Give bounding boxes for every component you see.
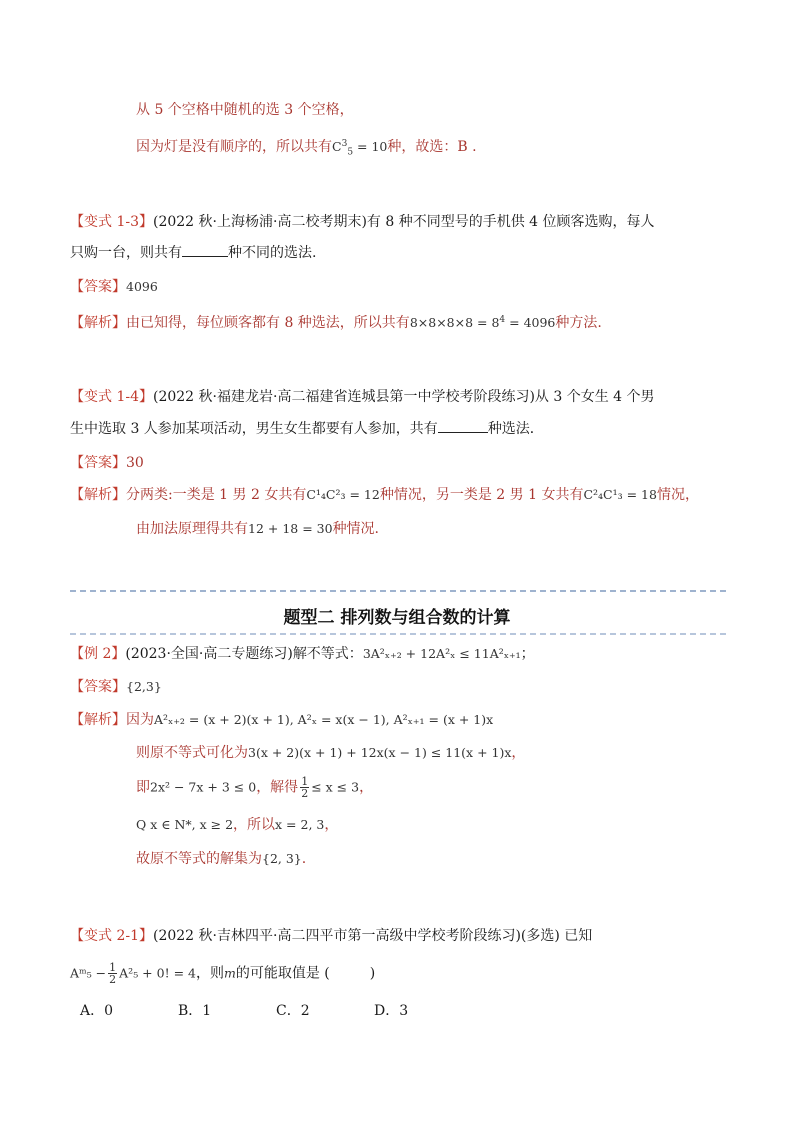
analysis-text: ，解得 bbox=[256, 779, 299, 796]
math-expression: 2x² − 7x + 3 ≤ 0 bbox=[150, 779, 257, 795]
analysis-line-1 bbox=[70, 484, 699, 506]
question-text: 种不同的选法. bbox=[228, 245, 317, 261]
answer-tag: 【答案】 bbox=[70, 679, 126, 695]
math-combination: C²₄C¹₃ = 18 bbox=[583, 487, 657, 502]
analysis-text: 由加法原理得共有 bbox=[136, 521, 248, 537]
option-c[interactable]: C．2 bbox=[276, 1003, 310, 1019]
analysis-tag: 【解析】 bbox=[70, 487, 126, 503]
answer-value: 4096 bbox=[126, 279, 158, 294]
analysis-text: 则原不等式可化为 bbox=[136, 745, 248, 761]
question-text: 从 3 个女生 4 个男 bbox=[534, 389, 655, 405]
analysis-text: ，所以 bbox=[233, 817, 276, 833]
analysis-text: ， bbox=[511, 745, 526, 761]
question-text: ) bbox=[369, 965, 376, 982]
math-fraction: $\frac{1}{2}$ bbox=[301, 775, 309, 800]
analysis-text: 种情况，另一类是 2 男 1 女共有 bbox=[379, 487, 584, 503]
analysis-text: ， bbox=[359, 779, 374, 796]
analysis-line-5 bbox=[136, 848, 306, 870]
answer-line bbox=[70, 452, 144, 474]
answer-value: {2,3} bbox=[126, 679, 162, 694]
question-text: 解不等式： bbox=[292, 646, 363, 662]
math-expression: Aᵐ₅ − bbox=[70, 965, 107, 981]
source: (2022 秋·上海杨浦·高二校考期末) bbox=[153, 214, 367, 230]
math-inequality: 3A²ₓ₊₂ + 12A²ₓ ≤ 11A²ₓ₊₁ bbox=[362, 646, 521, 661]
answer-line bbox=[70, 676, 162, 698]
math-expression: A²ₓ₊₂ = (x + 2)(x + 1), A²ₓ = x(x − 1), A²ₓ₊₁ = (x + 1)x bbox=[154, 712, 494, 727]
analysis-line-2 bbox=[136, 518, 379, 540]
source: (2023·全国·高二专题练习) bbox=[125, 646, 293, 662]
analysis-text: 种方法. bbox=[555, 315, 602, 332]
analysis-tag: 【解析】 bbox=[70, 712, 126, 728]
math-expression: x = 2, 3 bbox=[275, 817, 325, 832]
variant-1-3-line-2 bbox=[70, 242, 316, 264]
question-text: 只购一台，则共有 bbox=[70, 245, 182, 261]
analysis-text: 情况， bbox=[656, 487, 699, 503]
section-divider-top bbox=[70, 590, 726, 592]
analysis-text: 因为 bbox=[126, 712, 154, 728]
math-product: $8\times 8\times 8\times 8 = 8^4 = 4096$ bbox=[409, 315, 556, 331]
answer-value: 30 bbox=[126, 455, 144, 471]
math-expression: A²₅ + 0! = 4 bbox=[119, 965, 196, 981]
math-fraction: $\frac{1}{2}$ bbox=[109, 961, 117, 986]
analysis-line-3 bbox=[136, 776, 373, 799]
analysis-text: 由已知得，每位顾客都有 8 种选法，所以共有 bbox=[126, 315, 410, 332]
question-text: 有 8 种不同型号的手机供 4 位顾客选购，每人 bbox=[366, 214, 655, 230]
answer-blank[interactable] bbox=[182, 242, 228, 257]
math-sum: 12 + 18 = 30 bbox=[248, 521, 333, 536]
analysis-text: 故原不等式的解集为 bbox=[136, 851, 262, 867]
prev-analysis-line-1: 从 5 个空格中随机的选 3 个空格， bbox=[136, 102, 354, 118]
analysis-text: . bbox=[301, 851, 307, 867]
analysis-tag: 【解析】 bbox=[70, 315, 126, 332]
source: (2022 秋·福建龙岩·高二福建省连城县第一中学校考阶段练习) bbox=[153, 389, 535, 405]
math-expression: ≤ x ≤ 3 bbox=[311, 779, 360, 795]
variant-tag: 【变式 1-4】 bbox=[70, 389, 153, 405]
example-tag: 【例 2】 bbox=[70, 646, 126, 662]
analysis-line-1 bbox=[70, 709, 493, 731]
analysis-line-2 bbox=[136, 742, 525, 764]
math-expression: 3(x + 2)(x + 1) + 12x(x − 1) ≤ 11(x + 1)x bbox=[248, 745, 512, 760]
analysis-text: 即 bbox=[136, 779, 150, 796]
answer-tag: 【答案】 bbox=[70, 455, 126, 471]
variant-1-4-line-2 bbox=[70, 418, 544, 440]
analysis-line bbox=[70, 309, 602, 334]
question-text: ； bbox=[520, 646, 535, 662]
source: (2022 秋·吉林四平·高二四平市第一高级中学校考阶段练习) bbox=[153, 928, 521, 944]
analysis-text: ， bbox=[324, 817, 339, 833]
question-text: 的可能取值是 ( bbox=[235, 965, 330, 982]
math-set: {2, 3} bbox=[262, 851, 302, 866]
text: 种，故选：B . bbox=[387, 139, 477, 156]
option-d[interactable]: D．3 bbox=[374, 1003, 409, 1019]
answer-blank[interactable] bbox=[438, 418, 488, 433]
math-variable: m bbox=[223, 965, 236, 981]
answer-bracket-space[interactable] bbox=[330, 964, 370, 978]
question-text: ，则 bbox=[195, 965, 224, 982]
variant-2-1-line-2 bbox=[70, 962, 375, 985]
analysis-text: 分两类:一类是 1 男 2 女共有 bbox=[126, 487, 307, 503]
variant-tag: 【变式 2-1】 bbox=[70, 928, 153, 944]
options-row bbox=[80, 1000, 472, 1022]
prev-analysis-line-2 bbox=[136, 133, 477, 164]
analysis-text: 种情况. bbox=[332, 521, 380, 537]
answer-tag: 【答案】 bbox=[70, 279, 126, 295]
variant-2-1-line-1 bbox=[70, 925, 592, 947]
answer-line bbox=[70, 276, 158, 298]
variant-1-4-line-1 bbox=[70, 386, 655, 408]
example-2-line bbox=[70, 643, 535, 665]
analysis-line-4 bbox=[136, 814, 338, 836]
math-expression: Q x ∈ N*, x ≥ 2 bbox=[136, 817, 234, 832]
math-combination: C¹₄C²₃ = 12 bbox=[306, 487, 380, 502]
question-text: (多选) 已知 bbox=[520, 928, 593, 944]
variant-tag: 【变式 1-3】 bbox=[70, 214, 153, 230]
section-title: 题型二 排列数与组合数的计算 bbox=[283, 608, 511, 628]
option-a[interactable]: A．0 bbox=[80, 1003, 114, 1019]
option-b[interactable]: B．1 bbox=[178, 1003, 212, 1019]
question-text: 种选法． bbox=[487, 421, 544, 437]
variant-1-3-line-1 bbox=[70, 211, 655, 233]
section-divider-bottom bbox=[70, 633, 726, 635]
question-text: 生中选取 3 人参加某项活动，男生女生都要有人参加，共有 bbox=[70, 421, 438, 437]
math-combination: $C^3_5 = 10$ bbox=[332, 139, 388, 158]
text: 因为灯是没有顺序的，所以共有 bbox=[136, 139, 332, 156]
